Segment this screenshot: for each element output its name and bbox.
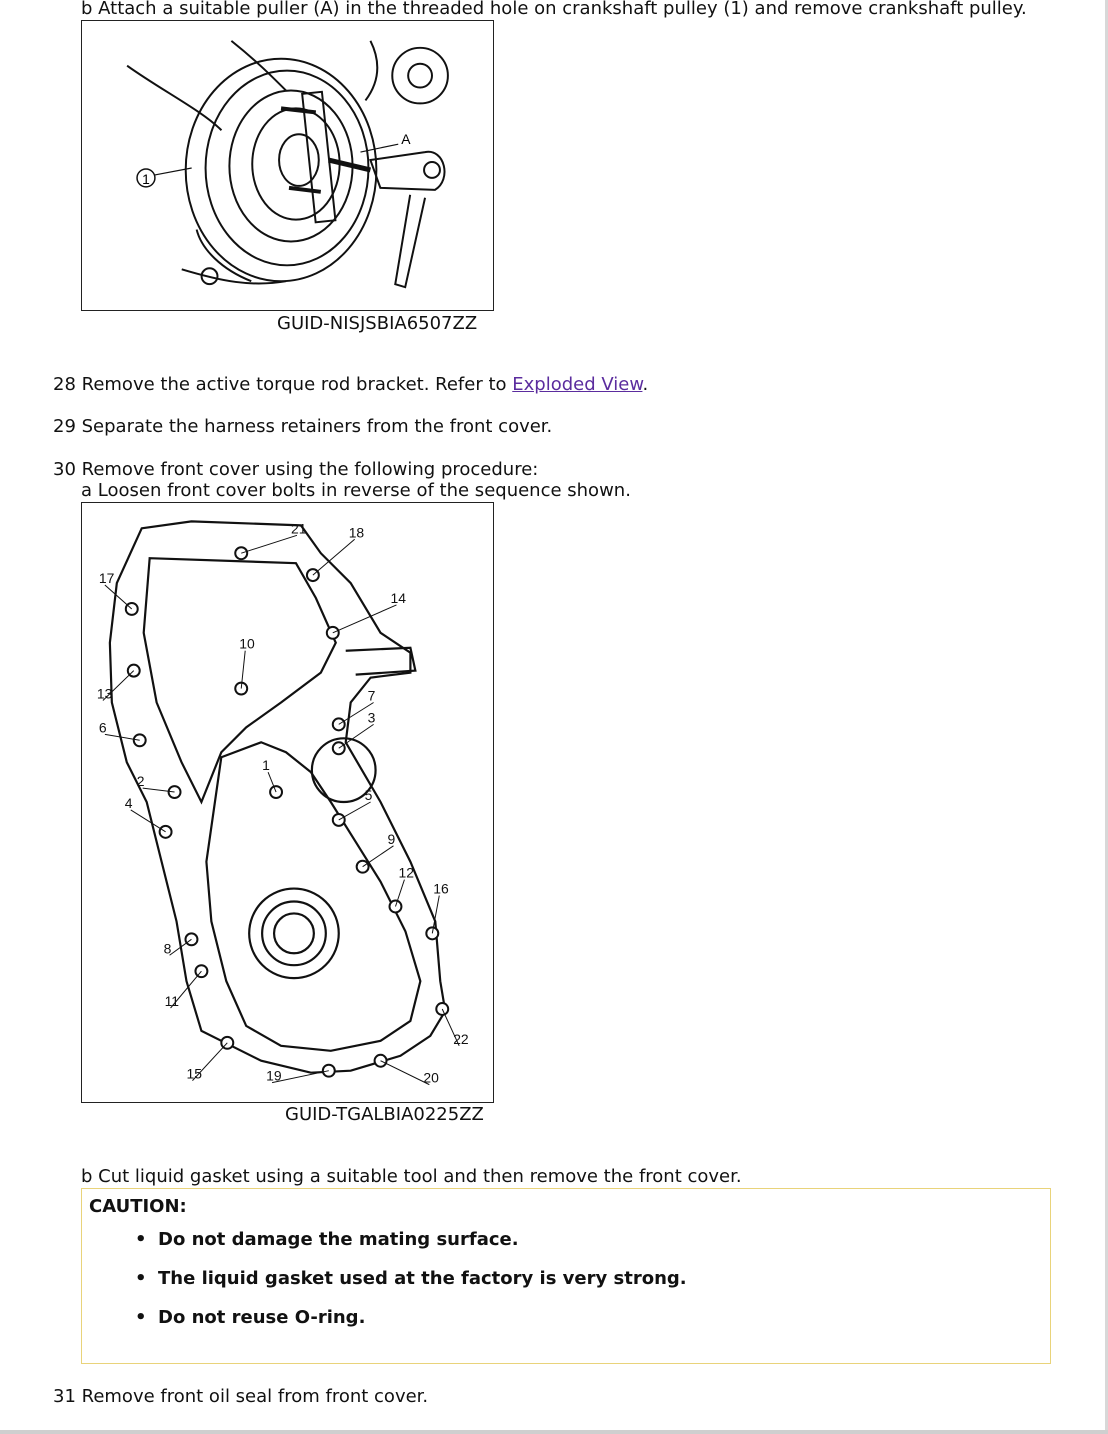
bullet-icon: • xyxy=(135,1268,147,1289)
bolt-label-11: 11 xyxy=(164,993,180,1010)
bolt-label-5: 5 xyxy=(364,787,373,804)
step-28-end: . xyxy=(642,374,649,395)
caution-item-text: Do not reuse O-ring. xyxy=(158,1307,366,1328)
bolt-label-6: 6 xyxy=(98,719,107,736)
bolt-leader-17 xyxy=(105,585,132,609)
crankshaft-pulley-figure xyxy=(81,20,494,311)
bolt-label-20: 20 xyxy=(423,1069,439,1086)
step-28-text xyxy=(53,374,648,396)
bolt-label-8: 8 xyxy=(163,940,172,957)
caution-title: CAUTION: xyxy=(89,1196,187,1217)
bolt-leader-20 xyxy=(381,1061,430,1085)
bolt-leader-9 xyxy=(363,846,394,867)
bolt-label-21: 21 xyxy=(290,520,307,537)
front-cover-bolt-figure xyxy=(81,502,494,1103)
bottom-divider xyxy=(0,1430,1108,1434)
figure1-caption: GUID-NISJSBIA6507ZZ xyxy=(277,313,478,334)
crankshaft-pulley-illustration xyxy=(82,21,493,310)
bolt-label-16: 16 xyxy=(433,880,449,897)
bolt-label-15: 15 xyxy=(186,1065,202,1082)
figure1-label-a: A xyxy=(401,131,411,148)
bolt-leader-4 xyxy=(131,810,166,832)
bolt-label-10: 10 xyxy=(239,635,255,652)
bolt-label-4: 4 xyxy=(124,794,133,811)
bullet-icon: • xyxy=(135,1307,147,1328)
bolt-label-3: 3 xyxy=(367,709,376,726)
step-30-text: 30 Remove front cover using the following procedure: xyxy=(53,459,539,480)
bolt-leader-18 xyxy=(313,539,355,575)
bolt-label-19: 19 xyxy=(266,1067,282,1084)
bolt-14 xyxy=(327,627,339,639)
bolt-label-9: 9 xyxy=(387,830,396,847)
caution-item-text: The liquid gasket used at the factory is very strong. xyxy=(158,1268,687,1289)
front-cover-illustration xyxy=(82,503,493,1102)
exploded-view-link[interactable]: Exploded View xyxy=(512,374,643,395)
caution-item-text: Do not damage the mating surface. xyxy=(158,1229,519,1250)
bolt-label-1: 1 xyxy=(262,757,270,774)
figure2-caption: GUID-TGALBIA0225ZZ xyxy=(285,1104,484,1125)
step-30a-text: a Loosen front cover bolts in reverse of the sequence shown. xyxy=(81,480,631,501)
bolt-label-2: 2 xyxy=(136,773,145,790)
step-31-text: 31 Remove front oil seal from front cover. xyxy=(53,1386,429,1407)
bolt-5 xyxy=(333,814,345,826)
bolt-4 xyxy=(160,826,172,838)
bolt-leader-21 xyxy=(241,535,297,553)
bolt-leader-5 xyxy=(339,802,371,820)
bolt-label-14: 14 xyxy=(390,589,406,606)
bolt-label-12: 12 xyxy=(398,864,414,881)
step-28-label: 28 Remove the active torque rod bracket. Refer to xyxy=(53,374,513,395)
caution-box xyxy=(81,1188,1051,1364)
bolt-label-7: 7 xyxy=(367,687,376,704)
figure1-label-1: 1 xyxy=(142,170,150,187)
bolt-label-22: 22 xyxy=(453,1030,469,1047)
bolt-label-13: 13 xyxy=(96,685,113,702)
step-27b-text: b Attach a suitable puller (A) in the threaded hole on crankshaft pulley (1) and remove crankshaft pulley. xyxy=(81,0,1027,19)
step-30b-text: b Cut liquid gasket using a suitable tool and then remove the front cover. xyxy=(81,1166,742,1187)
bolt-label-17: 17 xyxy=(98,570,115,587)
bullet-icon: • xyxy=(135,1229,147,1250)
bolt-8 xyxy=(185,933,197,945)
bolt-leader-14 xyxy=(333,605,397,633)
step-29-text: 29 Separate the harness retainers from the front cover. xyxy=(53,416,553,437)
bolt-label-18: 18 xyxy=(348,524,365,541)
bolt-22 xyxy=(436,1003,448,1015)
